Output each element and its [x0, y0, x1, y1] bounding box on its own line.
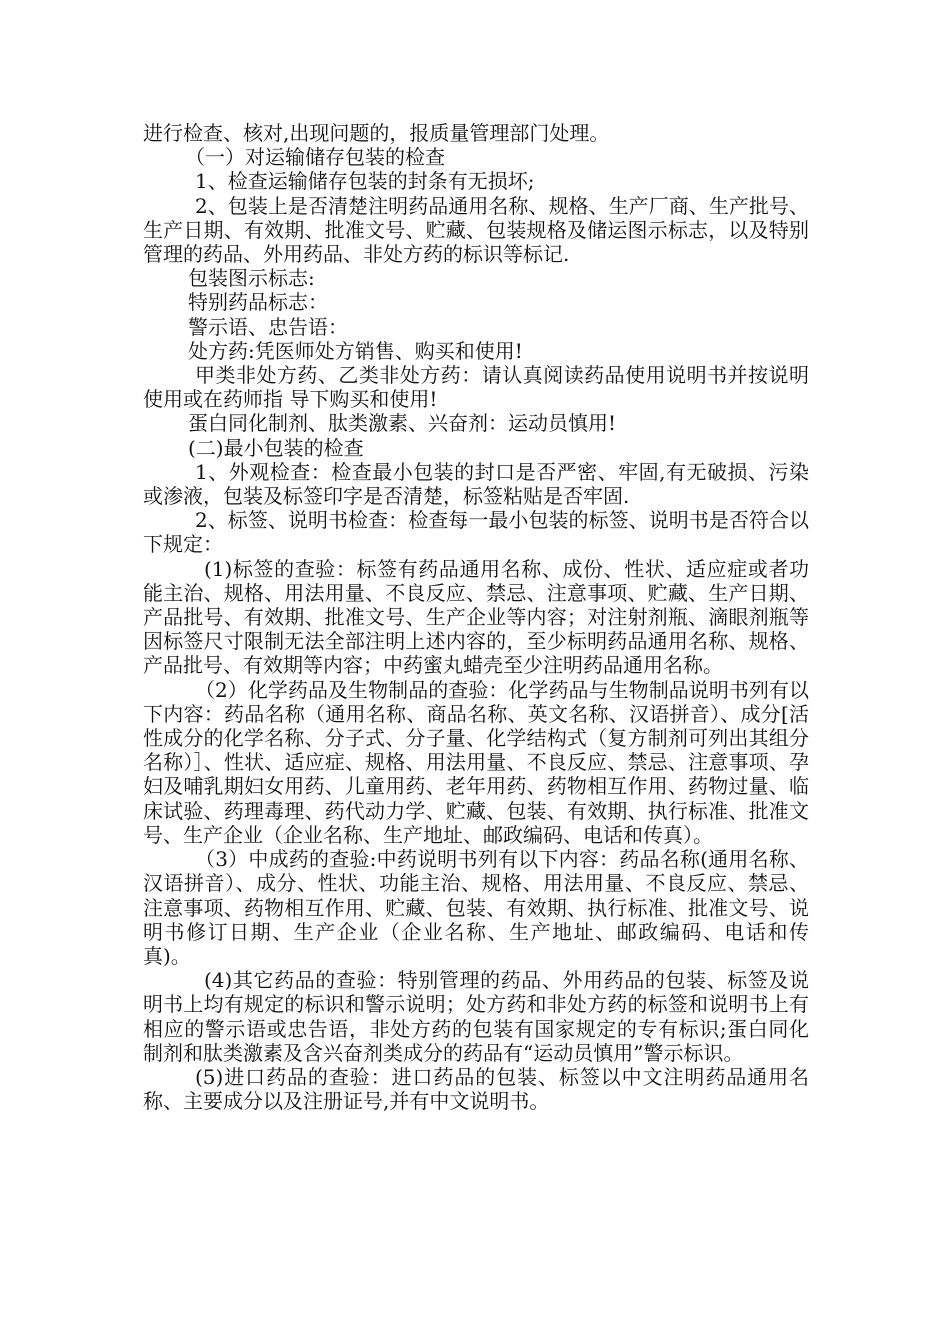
paragraph-seal-check: 1、检查运输储存包装的封条有无损坏; — [195, 169, 535, 194]
paragraph-warning-phrases: 警示语、忠告语： — [188, 314, 348, 339]
paragraph-chemical-biological: （2）化学药品及生物制品的查验：化学药品与生物制品说明书列有以下内容：药品名称（通用名称、商品名称、英文名称、汉语拼音）、成分[活性成分的化学名称、分子式、分子量、化学结构式（复方制剂可列出其组分名称）］、性状、适应症、规格、用法用量、不良反应、禁忌、注意事项、孕妇及哺乳期妇女用药、儿童用药、老年用药、药物相互作用、药物过量、临床试验、药理毒理、药代动力学、贮藏、包装、有效期、执行标准、批准文号、生产企业（企业名称、生产地址、邮政编码、电话和传真）。 — [143, 677, 809, 847]
paragraph-imported-drugs: (5)进口药品的查验：进口药品的包装、标签以中文注明药品通用名称、主要成分以及注册证号,并有中文说明书。 — [143, 1064, 809, 1114]
section-heading-minimum-packaging: (二)最小包装的检查 — [188, 435, 364, 460]
paragraph-doping-warning: 蛋白同化制剂、肽类激素、兴奋剂：运动员慎用! — [188, 411, 617, 436]
paragraph-label-inspection: (1)标签的查验：标签有药品通用名称、成份、性状、适应症或者功能主治、规格、用法用量、不良反应、禁忌、注意事项、贮藏、生产日期、产品批号、有效期、批准文号、生产企业等内容；对注射剂瓶、滴眼剂瓶等因标签尺寸限制无法全部注明上述内容的，至少标明药品通用名称、规格、产品批号、有效期等内容；中药蜜丸蜡壳至少注明药品通用名称。 — [143, 556, 809, 678]
paragraph-pictogram-marks: 包装图示标志: — [188, 266, 315, 291]
paragraph-other-drugs: (4)其它药品的查验：特别管理的药品、外用药品的包装、标签及说明书上均有规定的标识和警示说明；处方药和非处方药的标签和说明书上有相应的警示语或忠告语，非处方药的包装有国家规定的专有标识;蛋白同化制剂和肽类激素及含兴奋剂类成分的药品有“运动员慎用”警示标识。 — [143, 968, 809, 1065]
paragraph-label-leaflet-check: 2、标签、说明书检查：检查每一最小包装的标签、说明书是否符合以下规定： — [143, 508, 809, 557]
paragraph-label-info: 2、包装上是否清楚注明药品通用名称、规格、生产厂商、生产批号、生产日期、有效期、批准文号、贮藏、包装规格及储运图示标志，以及特别管理的药品、外用药品、非处方药的标识等标记. — [143, 193, 809, 267]
paragraph-intro: 进行检查、核对,出现问题的，报质量管理部门处理。 — [143, 121, 610, 145]
section-heading-transport-packaging: （一）对运输储存包装的检查 — [185, 145, 445, 170]
paragraph-otc-warning: 甲类非处方药、乙类非处方药：请认真阅读药品使用说明书并按说明使用或在药师指 导下购买和使用! — [143, 363, 809, 412]
paragraph-appearance-check: 1、外观检查：检查最小包装的封口是否严密、牢固,有无破损、污染或渗液，包装及标签印字是否清楚，标签粘贴是否牢固. — [143, 459, 809, 509]
paragraph-special-drug-marks: 特别药品标志： — [188, 290, 328, 315]
paragraph-chinese-patent-medicine: （3）中成药的查验:中药说明书列有以下内容：药品名称(通用名称、汉语拼音）、成分、性状、功能主治、规格、用法用量、不良反应、禁忌、注意事项、药物相互作用、贮藏、包装、有效期、执行标准、批准文号、说明书修订日期、生产企业（企业名称、生产地址、邮政编码、电话和传真)。 — [143, 847, 809, 968]
document-body — [143, 121, 809, 1113]
paragraph-prescription-warning: 处方药:凭医师处方销售、购买和使用! — [188, 338, 523, 363]
